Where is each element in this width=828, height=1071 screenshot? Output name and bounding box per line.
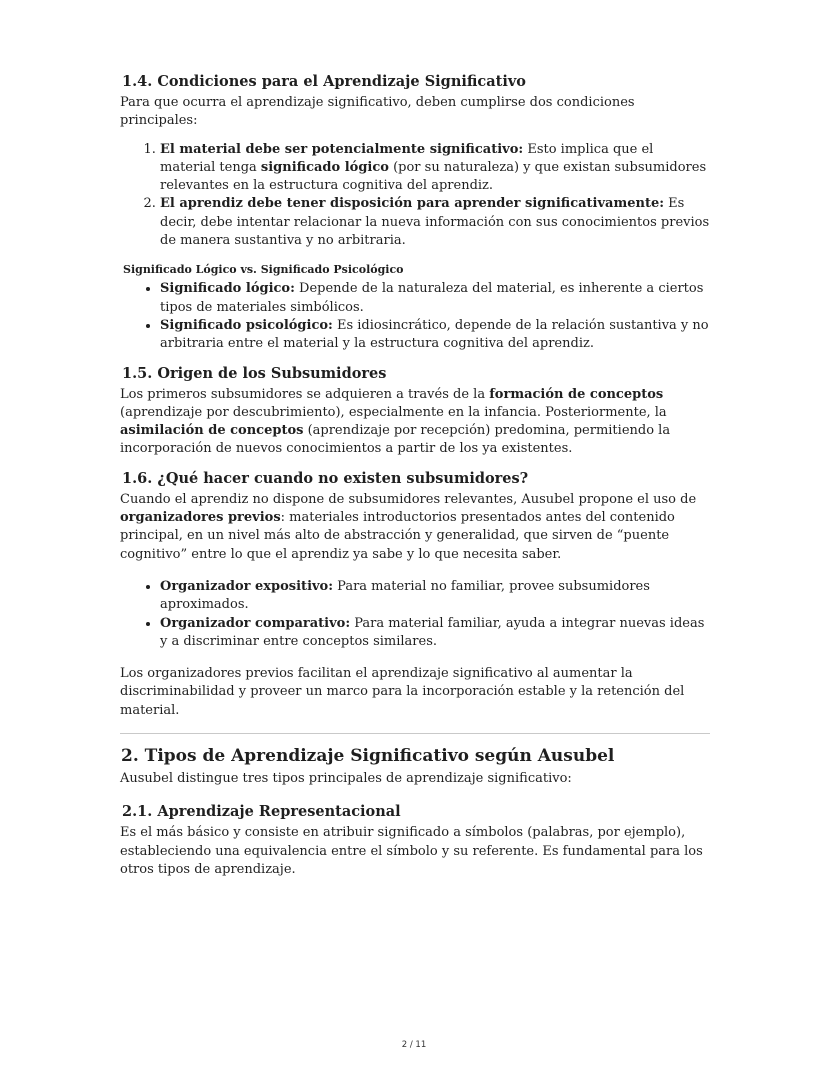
list-item: • Organizador expositivo: Para material no familiar, provee subsumidores aproximados.	[160, 578, 710, 615]
section-2-intro: Ausubel distingue tres tipos principales de aprendizaje significativo:	[120, 771, 572, 787]
section-2-1-heading: 2.1. Aprendizaje Representacional	[122, 803, 401, 821]
section-1-5-heading: 1.5. Origen de los Subsumidores	[122, 364, 387, 382]
organizers-list	[120, 578, 710, 651]
list-item: • Organizador comparativo: Para material familiar, ayuda a integrar nuevas ideas y a discriminar entre conceptos similares.	[160, 615, 710, 652]
section-1-4-heading: 1.4. Condiciones para el Aprendizaje Significativo	[122, 73, 526, 90]
section-divider	[120, 733, 710, 734]
section-1-6-closing: Los organizadores previos facilitan el aprendizaje significativo al aumentar la discriminabilidad y proveer un marco para la incorporación estable y la retención del material.	[120, 666, 685, 718]
list-item: • Significado psicológico: Es idiosincrático, depende de la relación sustantiva y no arbitraria entre el material y la estructura cognitiva del aprendiz.	[160, 317, 710, 354]
condition-item: 1. El material debe ser potencialmente significativo: Esto implica que el material tenga significado lógico (por su naturaleza) y que existan subsumidores relevantes en la estructura cognitiva del aprendiz.	[160, 141, 710, 196]
section-2-heading: 2. Tipos de Aprendizaje Significativo según Ausubel	[121, 746, 615, 767]
section-1-6-paragraph: Cuando el aprendiz no dispone de subsumidores relevantes, Ausubel propone el uso de organizadores previos: materiales introductorios presentados antes del contenido principal, en un nivel más alto de abstracción y generalidad, que sirven de “puente cognitivo” entre lo que el aprendiz ya sabe y lo que necesita saber.	[120, 491, 697, 562]
section-1-6-heading: 1.6. ¿Qué hacer cuando no existen subsumidores?	[122, 469, 529, 487]
list-item: • Significado lógico: Depende de la naturaleza del material, es inherente a ciertos tipos de materiales simbólicos.	[160, 280, 710, 317]
condition-item: 2. El aprendiz debe tener disposición para aprender significativamente: Es decir, debe intentar relacionar la nueva información con sus conocimientos previos de manera sustantiva y no arbitraria.	[160, 195, 710, 250]
page-number: 2 / 11	[401, 1040, 427, 1050]
subsection-heading: Significado Lógico vs. Significado Psicológico	[123, 263, 404, 277]
significance-list	[120, 280, 710, 353]
conditions-list	[120, 141, 710, 251]
section-2-1-paragraph: Es el más básico y consiste en atribuir significado a símbolos (palabras, por ejemplo), estableciendo una equivalencia entre el símbolo y su referente. Es fundamental para los otros tipos de aprendizaje.	[120, 825, 703, 877]
section-1-4-intro: Para que ocurra el aprendizaje significativo, deben cumplirse dos condiciones principales:	[120, 95, 635, 129]
section-1-5-paragraph: Los primeros subsumidores se adquieren a través de la formación de conceptos (aprendizaje por descubrimiento), especialmente en la infancia. Posteriormente, la asimilación de conceptos (aprendizaje por recepción) predomina, permitiendo la incorporación de nuevos conocimientos a partir de los ya existentes.	[120, 386, 671, 457]
document-page	[120, 72, 710, 879]
